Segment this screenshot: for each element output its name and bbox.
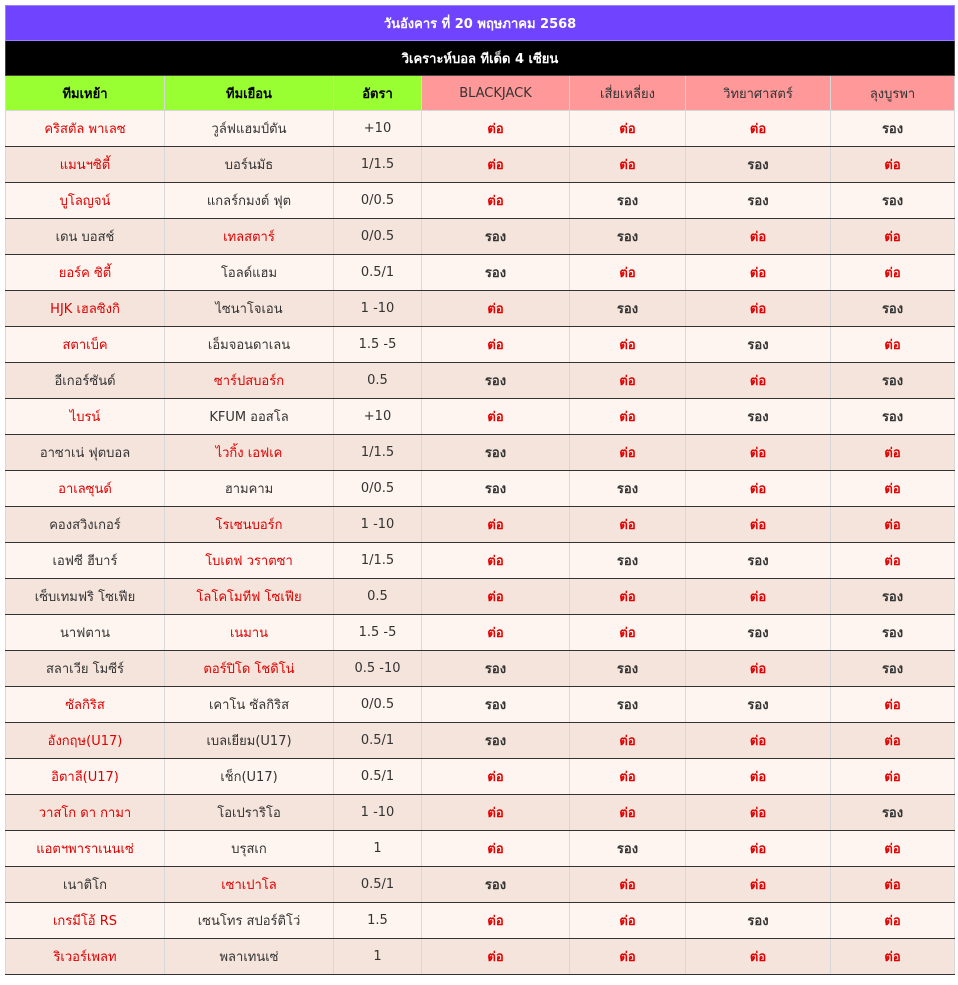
home-team: ซัลกิริส [6, 687, 165, 723]
pick-blackjack: ต่อ [422, 399, 570, 435]
table-row [6, 111, 955, 147]
home-team: เกรมีโอ้ RS [6, 903, 165, 939]
odds: 1.5 -5 [334, 327, 422, 363]
table-row [6, 723, 955, 759]
pick-sia-liang: ต่อ [570, 579, 686, 615]
away-team: เอ็มจอนดาเลน [165, 327, 334, 363]
pick-science: ต่อ [686, 111, 831, 147]
pick-lung-burapha: รอง [831, 651, 955, 687]
table-row [6, 687, 955, 723]
home-team: แมนฯซิตี้ [6, 147, 165, 183]
away-team: KFUM ออสโล [165, 399, 334, 435]
table-row [6, 291, 955, 327]
odds: 1 -10 [334, 507, 422, 543]
pick-blackjack: ต่อ [422, 147, 570, 183]
away-team: ไวกิ้ง เอฟเค [165, 435, 334, 471]
table-row [6, 543, 955, 579]
away-team: โบเตฟ วราตซา [165, 543, 334, 579]
header-odds: อัตรา [334, 76, 422, 111]
pick-science: ต่อ [686, 363, 831, 399]
pick-lung-burapha: รอง [831, 579, 955, 615]
pick-science: รอง [686, 399, 831, 435]
odds: 1.5 [334, 903, 422, 939]
pick-science: ต่อ [686, 867, 831, 903]
pick-science: รอง [686, 615, 831, 651]
home-team: คองสวิงเกอร์ [6, 507, 165, 543]
home-team: วาสโก ดา กามา [6, 795, 165, 831]
home-team: เนาติโก [6, 867, 165, 903]
pick-sia-liang: ต่อ [570, 759, 686, 795]
pick-blackjack: รอง [422, 471, 570, 507]
home-team: สตาเบ็ค [6, 327, 165, 363]
pick-sia-liang: ต่อ [570, 867, 686, 903]
home-team: สลาเวีย โมซีร์ [6, 651, 165, 687]
table-row [6, 327, 955, 363]
analysis-table [5, 5, 955, 975]
away-team: พลาเทนเซ่ [165, 939, 334, 975]
table-row [6, 507, 955, 543]
home-team: เดน บอสช์ [6, 219, 165, 255]
pick-blackjack: รอง [422, 219, 570, 255]
table-row [6, 795, 955, 831]
home-team: แอตฯพาราเนนเซ่ [6, 831, 165, 867]
odds: +10 [334, 111, 422, 147]
away-team: เบลเยียม(U17) [165, 723, 334, 759]
pick-lung-burapha: ต่อ [831, 327, 955, 363]
odds: 1.5 -5 [334, 615, 422, 651]
pick-lung-burapha: ต่อ [831, 507, 955, 543]
away-team: เซาเปาโล [165, 867, 334, 903]
away-team: ซาร์ปสบอร์ก [165, 363, 334, 399]
odds: 0.5/1 [334, 723, 422, 759]
home-team: อิตาลี(U17) [6, 759, 165, 795]
away-team: บรุสเก [165, 831, 334, 867]
odds: 1/1.5 [334, 543, 422, 579]
pick-lung-burapha: ต่อ [831, 687, 955, 723]
pick-lung-burapha: ต่อ [831, 831, 955, 867]
away-team: บอร์นมัธ [165, 147, 334, 183]
odds: 1/1.5 [334, 147, 422, 183]
page-subtitle: วิเคราะห์บอล ทีเด็ด 4 เซียน [6, 41, 955, 76]
pick-blackjack: ต่อ [422, 543, 570, 579]
pick-sia-liang: ต่อ [570, 723, 686, 759]
odds: 0.5 [334, 363, 422, 399]
home-team: อาเลซุนด์ [6, 471, 165, 507]
home-team: ริเวอร์เพลท [6, 939, 165, 975]
pick-sia-liang: รอง [570, 291, 686, 327]
header-sia-liang: เสี่ยเหลี่ยง [570, 76, 686, 111]
table-row [6, 399, 955, 435]
header-science: วิทยาศาสตร์ [686, 76, 831, 111]
away-team: โอเปราริโอ [165, 795, 334, 831]
odds: 1 -10 [334, 291, 422, 327]
pick-sia-liang: ต่อ [570, 255, 686, 291]
home-team: บูโลญจน์ [6, 183, 165, 219]
table-row [6, 471, 955, 507]
pick-blackjack: รอง [422, 255, 570, 291]
pick-blackjack: ต่อ [422, 939, 570, 975]
pick-science: ต่อ [686, 651, 831, 687]
odds: 0.5 [334, 579, 422, 615]
table-row [6, 435, 955, 471]
pick-science: ต่อ [686, 471, 831, 507]
table-row [6, 147, 955, 183]
home-team: นาฟตาน [6, 615, 165, 651]
pick-science: ต่อ [686, 255, 831, 291]
table-row [6, 219, 955, 255]
pick-science: ต่อ [686, 291, 831, 327]
pick-blackjack: ต่อ [422, 111, 570, 147]
odds: +10 [334, 399, 422, 435]
odds: 0/0.5 [334, 471, 422, 507]
away-team: เทลสตาร์ [165, 219, 334, 255]
pick-sia-liang: ต่อ [570, 507, 686, 543]
away-team: โลโคโมทีฟ โซเฟีย [165, 579, 334, 615]
header-away: ทีมเยือน [165, 76, 334, 111]
subtitle-row [6, 41, 955, 76]
pick-blackjack: ต่อ [422, 183, 570, 219]
pick-lung-burapha: ต่อ [831, 543, 955, 579]
pick-sia-liang: ต่อ [570, 795, 686, 831]
pick-blackjack: รอง [422, 723, 570, 759]
pick-blackjack: ต่อ [422, 507, 570, 543]
pick-science: ต่อ [686, 939, 831, 975]
pick-lung-burapha: ต่อ [831, 255, 955, 291]
pick-science: รอง [686, 147, 831, 183]
pick-science: รอง [686, 543, 831, 579]
away-team: เคาโน ซัลกิริส [165, 687, 334, 723]
table-row [6, 255, 955, 291]
pick-blackjack: ต่อ [422, 795, 570, 831]
pick-sia-liang: ต่อ [570, 903, 686, 939]
pick-lung-burapha: รอง [831, 795, 955, 831]
pick-blackjack: ต่อ [422, 615, 570, 651]
away-team: แกลร์กมงต์ ฟุต [165, 183, 334, 219]
away-team: วูล์ฟแฮมป์ตัน [165, 111, 334, 147]
away-team: ตอร์ปิโด โชดิโน่ [165, 651, 334, 687]
pick-blackjack: ต่อ [422, 327, 570, 363]
home-team: เซ็บเทมฟริ โซเฟีย [6, 579, 165, 615]
pick-science: ต่อ [686, 723, 831, 759]
table-row [6, 363, 955, 399]
table-body [6, 111, 955, 975]
pick-sia-liang: ต่อ [570, 435, 686, 471]
home-team: HJK เฮลซิงกิ [6, 291, 165, 327]
table-row [6, 759, 955, 795]
pick-science: ต่อ [686, 759, 831, 795]
pick-lung-burapha: ต่อ [831, 435, 955, 471]
pick-sia-liang: ต่อ [570, 111, 686, 147]
pick-science: รอง [686, 183, 831, 219]
away-team: โรเซนบอร์ก [165, 507, 334, 543]
pick-sia-liang: รอง [570, 651, 686, 687]
odds: 1 [334, 831, 422, 867]
pick-lung-burapha: ต่อ [831, 867, 955, 903]
pick-science: รอง [686, 327, 831, 363]
home-team: ยอร์ค ซิตี้ [6, 255, 165, 291]
header-row [6, 76, 955, 111]
table-row [6, 867, 955, 903]
pick-lung-burapha: ต่อ [831, 147, 955, 183]
table-row [6, 903, 955, 939]
table-row [6, 579, 955, 615]
table-row [6, 831, 955, 867]
odds: 0/0.5 [334, 219, 422, 255]
pick-sia-liang: ต่อ [570, 363, 686, 399]
pick-lung-burapha: รอง [831, 363, 955, 399]
pick-science: ต่อ [686, 435, 831, 471]
pick-lung-burapha: ต่อ [831, 759, 955, 795]
pick-lung-burapha: ต่อ [831, 939, 955, 975]
odds: 1 [334, 939, 422, 975]
away-team: เซนโทร สปอร์ติโว่ [165, 903, 334, 939]
pick-lung-burapha: รอง [831, 399, 955, 435]
pick-blackjack: รอง [422, 651, 570, 687]
table-row [6, 651, 955, 687]
table-row [6, 183, 955, 219]
header-blackjack: BLACKJACK [422, 76, 570, 111]
header-lung-burapha: ลุงบูรพา [831, 76, 955, 111]
pick-blackjack: ต่อ [422, 903, 570, 939]
odds: 0.5 -10 [334, 651, 422, 687]
pick-sia-liang: ต่อ [570, 615, 686, 651]
header-home: ทีมเหย้า [6, 76, 165, 111]
odds: 0/0.5 [334, 687, 422, 723]
odds: 1 -10 [334, 795, 422, 831]
pick-lung-burapha: ต่อ [831, 723, 955, 759]
pick-science: ต่อ [686, 507, 831, 543]
pick-lung-burapha: ต่อ [831, 219, 955, 255]
pick-sia-liang: ต่อ [570, 327, 686, 363]
pick-sia-liang: รอง [570, 471, 686, 507]
odds: 0.5/1 [334, 759, 422, 795]
pick-lung-burapha: ต่อ [831, 471, 955, 507]
pick-science: รอง [686, 687, 831, 723]
pick-lung-burapha: รอง [831, 183, 955, 219]
pick-lung-burapha: รอง [831, 291, 955, 327]
pick-lung-burapha: รอง [831, 111, 955, 147]
pick-sia-liang: ต่อ [570, 399, 686, 435]
pick-sia-liang: รอง [570, 183, 686, 219]
analysis-table-container [5, 5, 954, 975]
pick-blackjack: ต่อ [422, 291, 570, 327]
pick-science: รอง [686, 903, 831, 939]
away-team: เนมาน [165, 615, 334, 651]
pick-blackjack: รอง [422, 435, 570, 471]
odds: 0.5/1 [334, 255, 422, 291]
away-team: โอลด์แฮม [165, 255, 334, 291]
table-row [6, 615, 955, 651]
away-team: ไซนาโจเอน [165, 291, 334, 327]
pick-science: ต่อ [686, 795, 831, 831]
pick-lung-burapha: ต่อ [831, 903, 955, 939]
pick-science: ต่อ [686, 579, 831, 615]
pick-blackjack: ต่อ [422, 831, 570, 867]
pick-science: ต่อ [686, 831, 831, 867]
away-team: เช็ก(U17) [165, 759, 334, 795]
page-title: วันอังคาร ที่ 20 พฤษภาคม 2568 [6, 6, 955, 41]
pick-sia-liang: ต่อ [570, 939, 686, 975]
pick-sia-liang: รอง [570, 687, 686, 723]
pick-blackjack: ต่อ [422, 579, 570, 615]
pick-sia-liang: รอง [570, 831, 686, 867]
away-team: ฮามคาม [165, 471, 334, 507]
home-team: อีเกอร์ซันด์ [6, 363, 165, 399]
title-row [6, 6, 955, 41]
odds: 0/0.5 [334, 183, 422, 219]
home-team: คริสตัล พาเลซ [6, 111, 165, 147]
table-row [6, 939, 955, 975]
home-team: อาซาเน่ ฟุตบอล [6, 435, 165, 471]
home-team: อังกฤษ(U17) [6, 723, 165, 759]
odds: 0.5/1 [334, 867, 422, 903]
pick-science: ต่อ [686, 219, 831, 255]
odds: 1/1.5 [334, 435, 422, 471]
pick-lung-burapha: รอง [831, 615, 955, 651]
pick-sia-liang: ต่อ [570, 147, 686, 183]
pick-blackjack: รอง [422, 687, 570, 723]
home-team: เอฟซี ฮีบาร์ [6, 543, 165, 579]
pick-sia-liang: รอง [570, 543, 686, 579]
pick-blackjack: ต่อ [422, 759, 570, 795]
pick-sia-liang: รอง [570, 219, 686, 255]
pick-blackjack: รอง [422, 867, 570, 903]
home-team: ไบรน์ [6, 399, 165, 435]
pick-blackjack: รอง [422, 363, 570, 399]
